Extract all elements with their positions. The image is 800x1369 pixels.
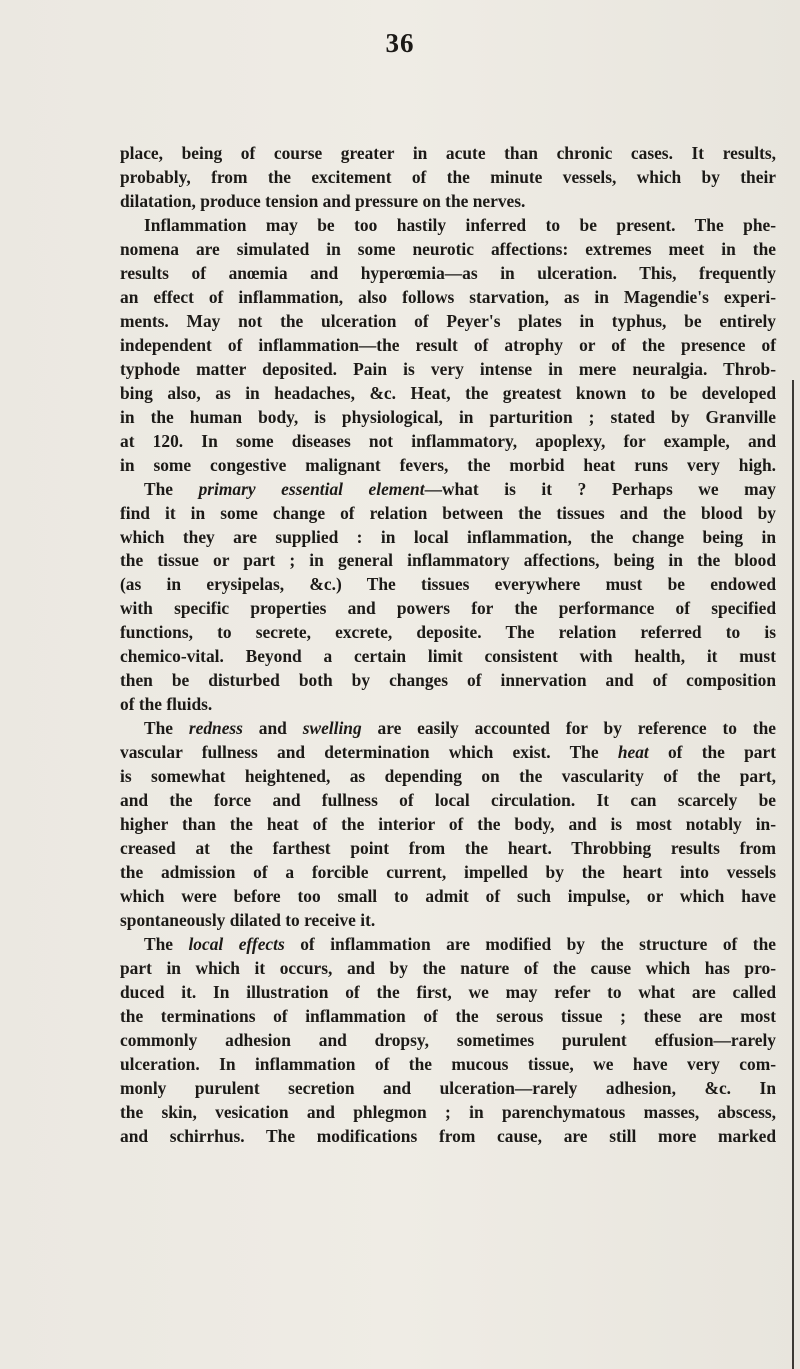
text-segment: functions, to secrete, excrete, deposite. The relation referred to is xyxy=(120,622,776,643)
text-line xyxy=(120,190,776,214)
text-line xyxy=(120,334,776,358)
text-line xyxy=(120,142,776,166)
text-segment: are easily accounted for by reference to the xyxy=(361,718,776,739)
text-line xyxy=(120,166,776,190)
text-segment: typhode matter deposited. Pain is very intense in mere neuralgia. Throb- xyxy=(120,358,776,379)
text-line xyxy=(120,358,776,382)
text-segment: nomena are simulated in some neurotic affections: extremes meet in the xyxy=(120,238,776,259)
text-segment: dilatation, produce tension and pressure on the nerves. xyxy=(120,190,526,211)
text-line xyxy=(120,238,776,262)
page-number: 36 xyxy=(385,28,415,58)
text-line xyxy=(120,933,776,957)
text-line xyxy=(120,262,776,286)
text-segment: The xyxy=(144,478,199,499)
text-line xyxy=(120,430,776,454)
italic-text: local effects xyxy=(188,933,285,954)
text-segment: part in which it occurs, and by the nature of the cause which has pro- xyxy=(120,957,776,978)
text-line xyxy=(120,669,776,693)
text-line xyxy=(120,1029,776,1053)
text-segment: the admission of a forcible current, impelled by the heart into vessels xyxy=(120,862,776,883)
text-segment: of the fluids. xyxy=(120,694,213,715)
text-line xyxy=(120,645,776,669)
text-segment: in some congestive malignant fevers, the morbid heat runs very high. xyxy=(120,454,776,475)
text-segment: an effect of inflammation, also follows starvation, as in Magendie's experi- xyxy=(120,286,776,307)
text-segment: The xyxy=(144,718,189,739)
text-segment: results of anœmia and hyperœmia—as in ulceration. This, frequently xyxy=(120,262,776,283)
text-segment: higher than the heat of the interior of the body, and is most notably in- xyxy=(120,814,776,835)
text-segment: —what is it ? Perhaps we may xyxy=(424,478,776,499)
text-line xyxy=(120,382,776,406)
text-segment: is somewhat heightened, as depending on the vascularity of the part, xyxy=(120,766,776,787)
text-line xyxy=(120,549,776,573)
text-line xyxy=(120,597,776,621)
text-line xyxy=(120,717,776,741)
text-line xyxy=(120,1125,776,1149)
text-segment: probably, from the excitement of the minute vessels, which by their xyxy=(120,166,776,187)
text-line xyxy=(120,957,776,981)
text-segment: and schirrhus. The modifications from cause, are still more marked xyxy=(120,1125,776,1146)
text-segment: find it in some change of relation between the tissues and the blood by xyxy=(120,502,776,523)
italic-text: swelling xyxy=(302,718,362,739)
text-segment: with specific properties and powers for the performance of specified xyxy=(120,598,776,619)
text-line xyxy=(120,861,776,885)
text-line xyxy=(120,573,776,597)
text-line xyxy=(120,789,776,813)
text-segment: Inflammation may be too hastily inferred to be present. The phe- xyxy=(144,214,776,235)
text-segment: which they are supplied : in local inflammation, the change being in xyxy=(120,526,776,547)
text-segment: the terminations of inflammation of the serous tissue ; these are most xyxy=(120,1005,776,1026)
text-segment: spontaneously dilated to receive it. xyxy=(120,910,376,930)
text-segment: chemico-vital. Beyond a certain limit consistent with health, it must xyxy=(120,646,776,667)
text-line xyxy=(120,454,776,478)
text-segment: then be disturbed both by changes of innervation and of composition xyxy=(120,670,776,691)
text-line xyxy=(120,406,776,430)
text-line xyxy=(120,693,776,717)
body-text xyxy=(120,142,800,1149)
text-line xyxy=(120,765,776,789)
text-segment: creased at the farthest point from the heart. Throbbing results from xyxy=(120,838,776,859)
text-segment: ments. May not the ulceration of Peyer's plates in typhus, be entirely xyxy=(120,310,776,331)
text-line xyxy=(120,885,776,909)
text-line xyxy=(120,1077,776,1101)
text-segment: The xyxy=(144,933,189,954)
text-segment: of inflammation are modified by the structure of the xyxy=(284,933,776,954)
text-segment: and the force and fullness of local circulation. It can scarcely be xyxy=(120,790,776,811)
text-segment: of the part xyxy=(648,742,776,763)
text-line xyxy=(120,1101,776,1125)
text-segment: commonly adhesion and dropsy, sometimes purulent effusion—rarely xyxy=(120,1029,776,1050)
text-line xyxy=(120,286,776,310)
text-line xyxy=(120,502,776,526)
text-line xyxy=(120,813,776,837)
text-line xyxy=(120,741,776,765)
text-segment: and xyxy=(242,718,303,739)
text-line xyxy=(120,909,776,933)
text-segment: independent of inflammation—the result of atrophy or of the presence of xyxy=(120,334,776,355)
text-line xyxy=(120,981,776,1005)
text-segment: bing also, as in headaches, &c. Heat, the greatest known to be developed xyxy=(120,382,776,403)
text-line xyxy=(120,478,776,502)
text-line xyxy=(120,1005,776,1029)
text-segment: monly purulent secretion and ulceration—rarely adhesion, &c. In xyxy=(120,1077,776,1098)
text-segment: duced it. In illustration of the first, we may refer to what are called xyxy=(120,981,776,1002)
text-line xyxy=(120,526,776,550)
text-segment: the tissue or part ; in general inflammatory affections, being in the blood xyxy=(120,550,776,571)
text-segment: which were before too small to admit of such impulse, or which have xyxy=(120,886,776,907)
italic-text: redness xyxy=(188,718,243,739)
text-line xyxy=(120,310,776,334)
text-segment: ulceration. In inflammation of the mucous tissue, we have very com- xyxy=(120,1053,776,1074)
text-segment: in the human body, is physiological, in parturition ; stated by Granville xyxy=(120,406,776,427)
text-line xyxy=(120,621,776,645)
italic-text: primary essential element xyxy=(198,478,425,499)
text-line xyxy=(120,214,776,238)
text-line xyxy=(120,837,776,861)
italic-text: heat xyxy=(617,742,649,763)
text-segment: vascular fullness and determination which exist. The xyxy=(120,742,618,763)
text-segment: place, being of course greater in acute than chronic cases. It results, xyxy=(120,143,776,163)
text-line xyxy=(120,1053,776,1077)
text-segment: at 120. In some diseases not inflammatory, apoplexy, for example, and xyxy=(120,430,776,451)
text-segment: (as in erysipelas, &c.) The tissues everywhere must be endowed xyxy=(120,574,776,595)
text-segment: the skin, vesication and phlegmon ; in parenchymatous masses, abscess, xyxy=(120,1101,776,1122)
